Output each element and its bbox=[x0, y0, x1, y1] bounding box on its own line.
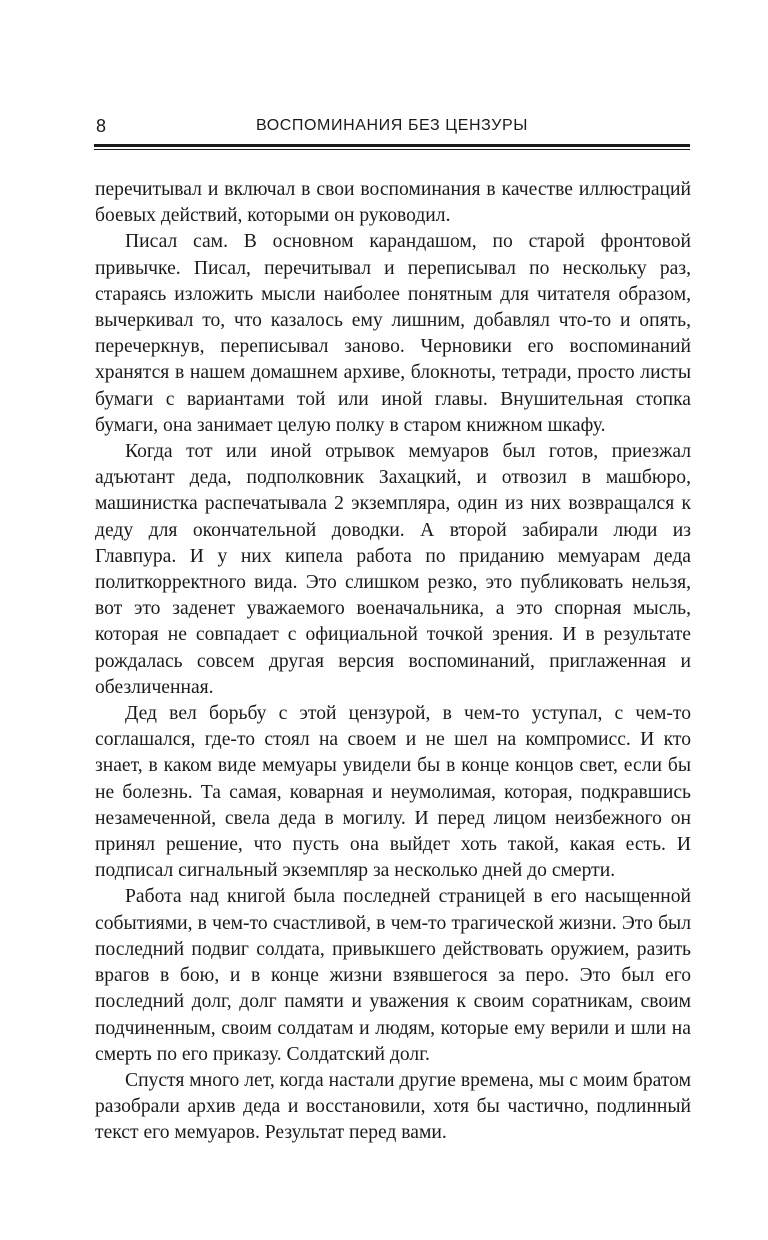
paragraph: Когда тот или иной отрывок мемуаров был готов, приезжал адъютант деда, подполковник Захацкий, и отвозил в машбюро, машинистка распечатывала 2 экземпляра, один из них возвращался к деду для окончательной доводки. А второй забирали люди из Главпура. И у них кипела работа по приданию мемуарам деда политкорректного вида. Это слишком резко, это публиковать нельзя, вот это заденет уважаемого военачальника, а это спорная мысль, которая не совпадает с официальной точкой зрения. И в результате рождалась совсем другая версия воспоминаний, приглаженная и обезличенная. bbox=[95, 441, 691, 698]
paragraph-continued: перечитывал и включал в свои воспоминания в качестве иллюстраций боевых действий, которыми он руководил. bbox=[95, 179, 691, 227]
header-rule-thin bbox=[94, 149, 690, 150]
running-header bbox=[94, 113, 690, 139]
body-text bbox=[95, 177, 691, 1147]
paragraph: Писал сам. В основном карандашом, по старой фронтовой привычке. Писал, перечитывал и переписывал по нескольку раз, стараясь изложить мысли наиболее понятным для читателя образом, вычеркивал то, что казалось ему лишним, добавлял что-то и опять, перечеркнув, переписывал заново. Черновики его воспоминаний хранятся в нашем домашнем архиве, блокноты, тетради, просто листы бумаги с вариантами той или иной главы. Внушительная стопка бумаги, она занимает целую полку в старом книжном шкафу. bbox=[95, 231, 691, 436]
running-title: ВОСПОМИНАНИЯ БЕЗ ЦЕНЗУРЫ bbox=[255, 117, 529, 134]
paragraph: Дед вел борьбу с этой цензурой, в чем-то уступал, с чем-то соглашался, где-то стоял на своем и не шел на компромисс. И кто знает, в каком виде мемуары увидели бы в конце концов свет, если бы не болезнь. Та самая, коварная и неумолимая, которая, подкравшись незамеченной, свела деда в могилу. И перед лицом неизбежного он принял решение, что пусть она выйдет хоть такой, какая есть. И подписал сигнальный экземпляр за несколько дней до смерти. bbox=[95, 703, 691, 882]
paragraph: Спустя много лет, когда настали другие времена, мы с моим братом разобрали архив деда и восстановили, хотя бы частично, подлинный текст его мемуаров. Результат перед вами. bbox=[95, 1069, 691, 1144]
page-number: 8 bbox=[96, 116, 107, 136]
header-rule-thick bbox=[94, 144, 690, 147]
paragraph: Работа над книгой была последней страницей в его насыщенной событиями, в чем-то счастливой, в чем-то трагической жизни. Это был последний подвиг солдата, привыкшего действовать оружием, разить врагов в бою, и в конце жизни взявшегося за перо. Это был его последний долг, долг памяти и уважения к своим соратникам, своим подчиненным, своим солдатам и людям, которые ему верили и шли на смерть по его приказу. Солдатский долг. bbox=[95, 886, 691, 1065]
